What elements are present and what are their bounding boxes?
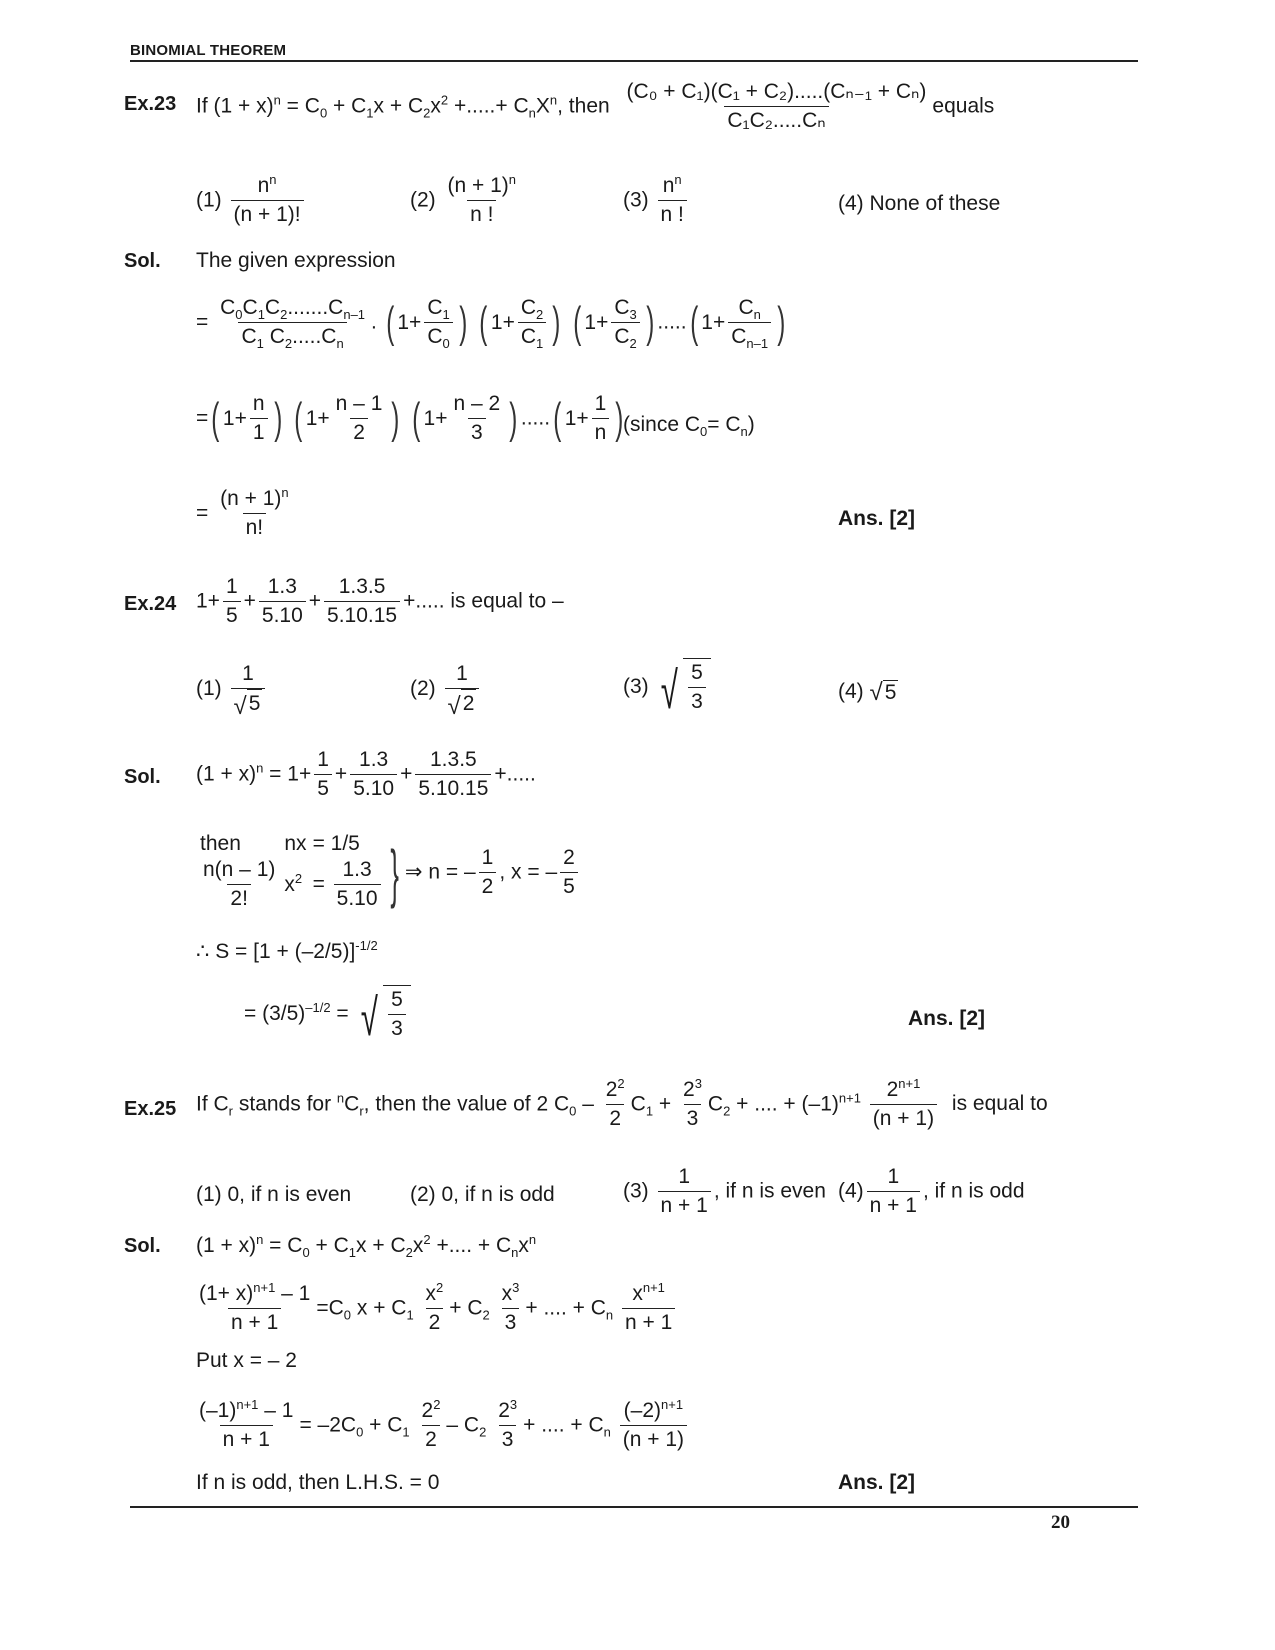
ex23-since-note: (since $C_0= C_n$) [623,413,755,440]
ex24-option-3: (3) √ $\frac{5}{3}$ [623,658,711,717]
ex25-sol-label: Sol. [124,1235,161,1257]
ex24-option-1: (1) 1 √ 5 [196,660,268,719]
ex25-substituted: $\frac{(-1)^{n+1} - 1}{n + 1}$ = $-2C_0 + C_1$ $\frac{2^2}{2}$ – $C_2$ $\frac{2^3}{3}$ + .... + $C_n$ $\frac{(-2)^{n+1}}{(n + 1)}$ [196,1397,690,1455]
ex23-expression-line1: = $\frac{C_0C_1C_2.......C_{n-1}}{C_1 C_2.....C_n}$ . ( 1+ $\frac{C_1}{C_0}$ ) ( 1+ $\frac{C_2}{C_1}$ ) ( 1+ $\frac{C_3}{C_2}$ ) ..... ( 1+ $\frac{C_n}{C_{n-1}}$ ) [196,296,786,352]
ex24-therefore: ∴ $S = [1 + (-2/5)]^{-1/2}$ [196,938,378,963]
ex25-option-1: (1) 0, if n is even [196,1183,352,1206]
ex23-option-2: (2) $\frac{(n + 1)^n}{n !}$ [410,172,522,230]
ex23-sol-label: Sol. [124,250,161,272]
ex24-result: = $(3/5)^{-1/2}$ = √ $\frac{5}{3}$ [244,985,411,1044]
ex23-option-3: (3) $\frac{n^n}{n !}$ [623,172,690,230]
ex24-sol-label: Sol. [124,766,161,788]
page-header-title: BINOMIAL THEOREM [130,42,287,59]
ex23-question: If $(1 + x)^n = C_0 + C_1x + C_2x^2$ +.....+ $C_nX^n$, then $\frac{\text{(C₀ + C₁)(C₁ + C₂).....(Cₙ₋₁ + Cₙ)}}{\text{C₁C₂.....Cₙ}}$ equals [196,78,994,136]
header-rule [130,60,1138,62]
ex24-sol-line1: $(1 + x)^n = 1+$ $\frac{1}{5}$ + $\frac{1.3}{5.10}$ + $\frac{1.3.5}{5.10.15}$ +..... [196,746,536,804]
ex24-label: Ex.24 [124,593,177,615]
ex25-option-4: (4) $\frac{1}{n + 1}$ , if n is odd [838,1163,1025,1221]
ex23-sol-text: The given expression [196,249,396,272]
ex25-option-2: (2) 0, if n is odd [410,1183,555,1206]
ex25-conclusion: If n is odd, then L.H.S. = 0 [196,1471,440,1494]
ex24-system: then nx = 1/5 $\frac{n(n - 1)}{2!}$ $x^2$ = $\frac{1.3}{5.10}$ } ⇒ n = – $\frac{1}{2}$ , x = – $\frac{2}{5}$ [200,832,581,914]
ex23-result: = $\frac{(n + 1)^n}{n!}$ [196,485,295,543]
ex25-put: Put x = – 2 [196,1349,297,1372]
ex25-integrated: $\frac{(1+ x)^{n+1} - 1}{n + 1}$ $=C_0$ $x + C_1$ $\frac{x^2}{2}$ + $C_2$ $\frac{x^3}{3}$ + .... + $C_n$ $\frac{x^{n+1}}{n + 1}$ [196,1280,678,1338]
ex23-answer: Ans. [2] [838,507,916,530]
ex23-option-1: (1) $\frac{n^n}{(n + 1)!}$ [196,172,307,230]
page-number: 20 [1051,1512,1070,1533]
ex25-question: If $C_r$ stands for $^nC_r$, then the value of 2 $C_0$ – $\frac{2^2}{2}$ $C_1$ + $\frac{2^3}{3}$ $C_2$ + .... + $(-1)^{n+1}$ $\frac{2^{n+1}}{(n + 1)}$ is equal to [196,1076,1048,1134]
ex24-answer: Ans. [2] [908,1007,986,1030]
ex24-question: 1+ $\frac{1}{5}$ + $\frac{1.3}{5.10}$ + $\frac{1.3.5}{5.10.15}$ +..... is equal to – [196,573,564,631]
footer-rule [130,1506,1138,1508]
ex23-label: Ex.23 [124,93,177,115]
ex25-option-3: (3) $\frac{1}{n + 1}$ , if n is even [623,1163,826,1221]
ex23-expression-line2: = ( 1+ $\frac{n}{1}$ ) ( 1+ $\frac{n - 1}{2}$ ) ( 1+ $\frac{n - 2}{3}$ ) ..... ( 1+ $\frac{1}{n}$ ) [196,390,627,448]
ex25-label: Ex.25 [124,1098,177,1120]
ex23-option-4: (4) None of these [838,192,1001,215]
ex24-option-4: (4) √ 5 [838,679,897,706]
ex24-option-2: (2) 1 √ 2 [410,660,482,719]
ex25-answer: Ans. [2] [838,1471,916,1494]
ex25-sol-line1: $(1 + x)^n = C_0 + C_1x + C_2x^2$ +.... + $C_nx^n$ [196,1232,537,1261]
